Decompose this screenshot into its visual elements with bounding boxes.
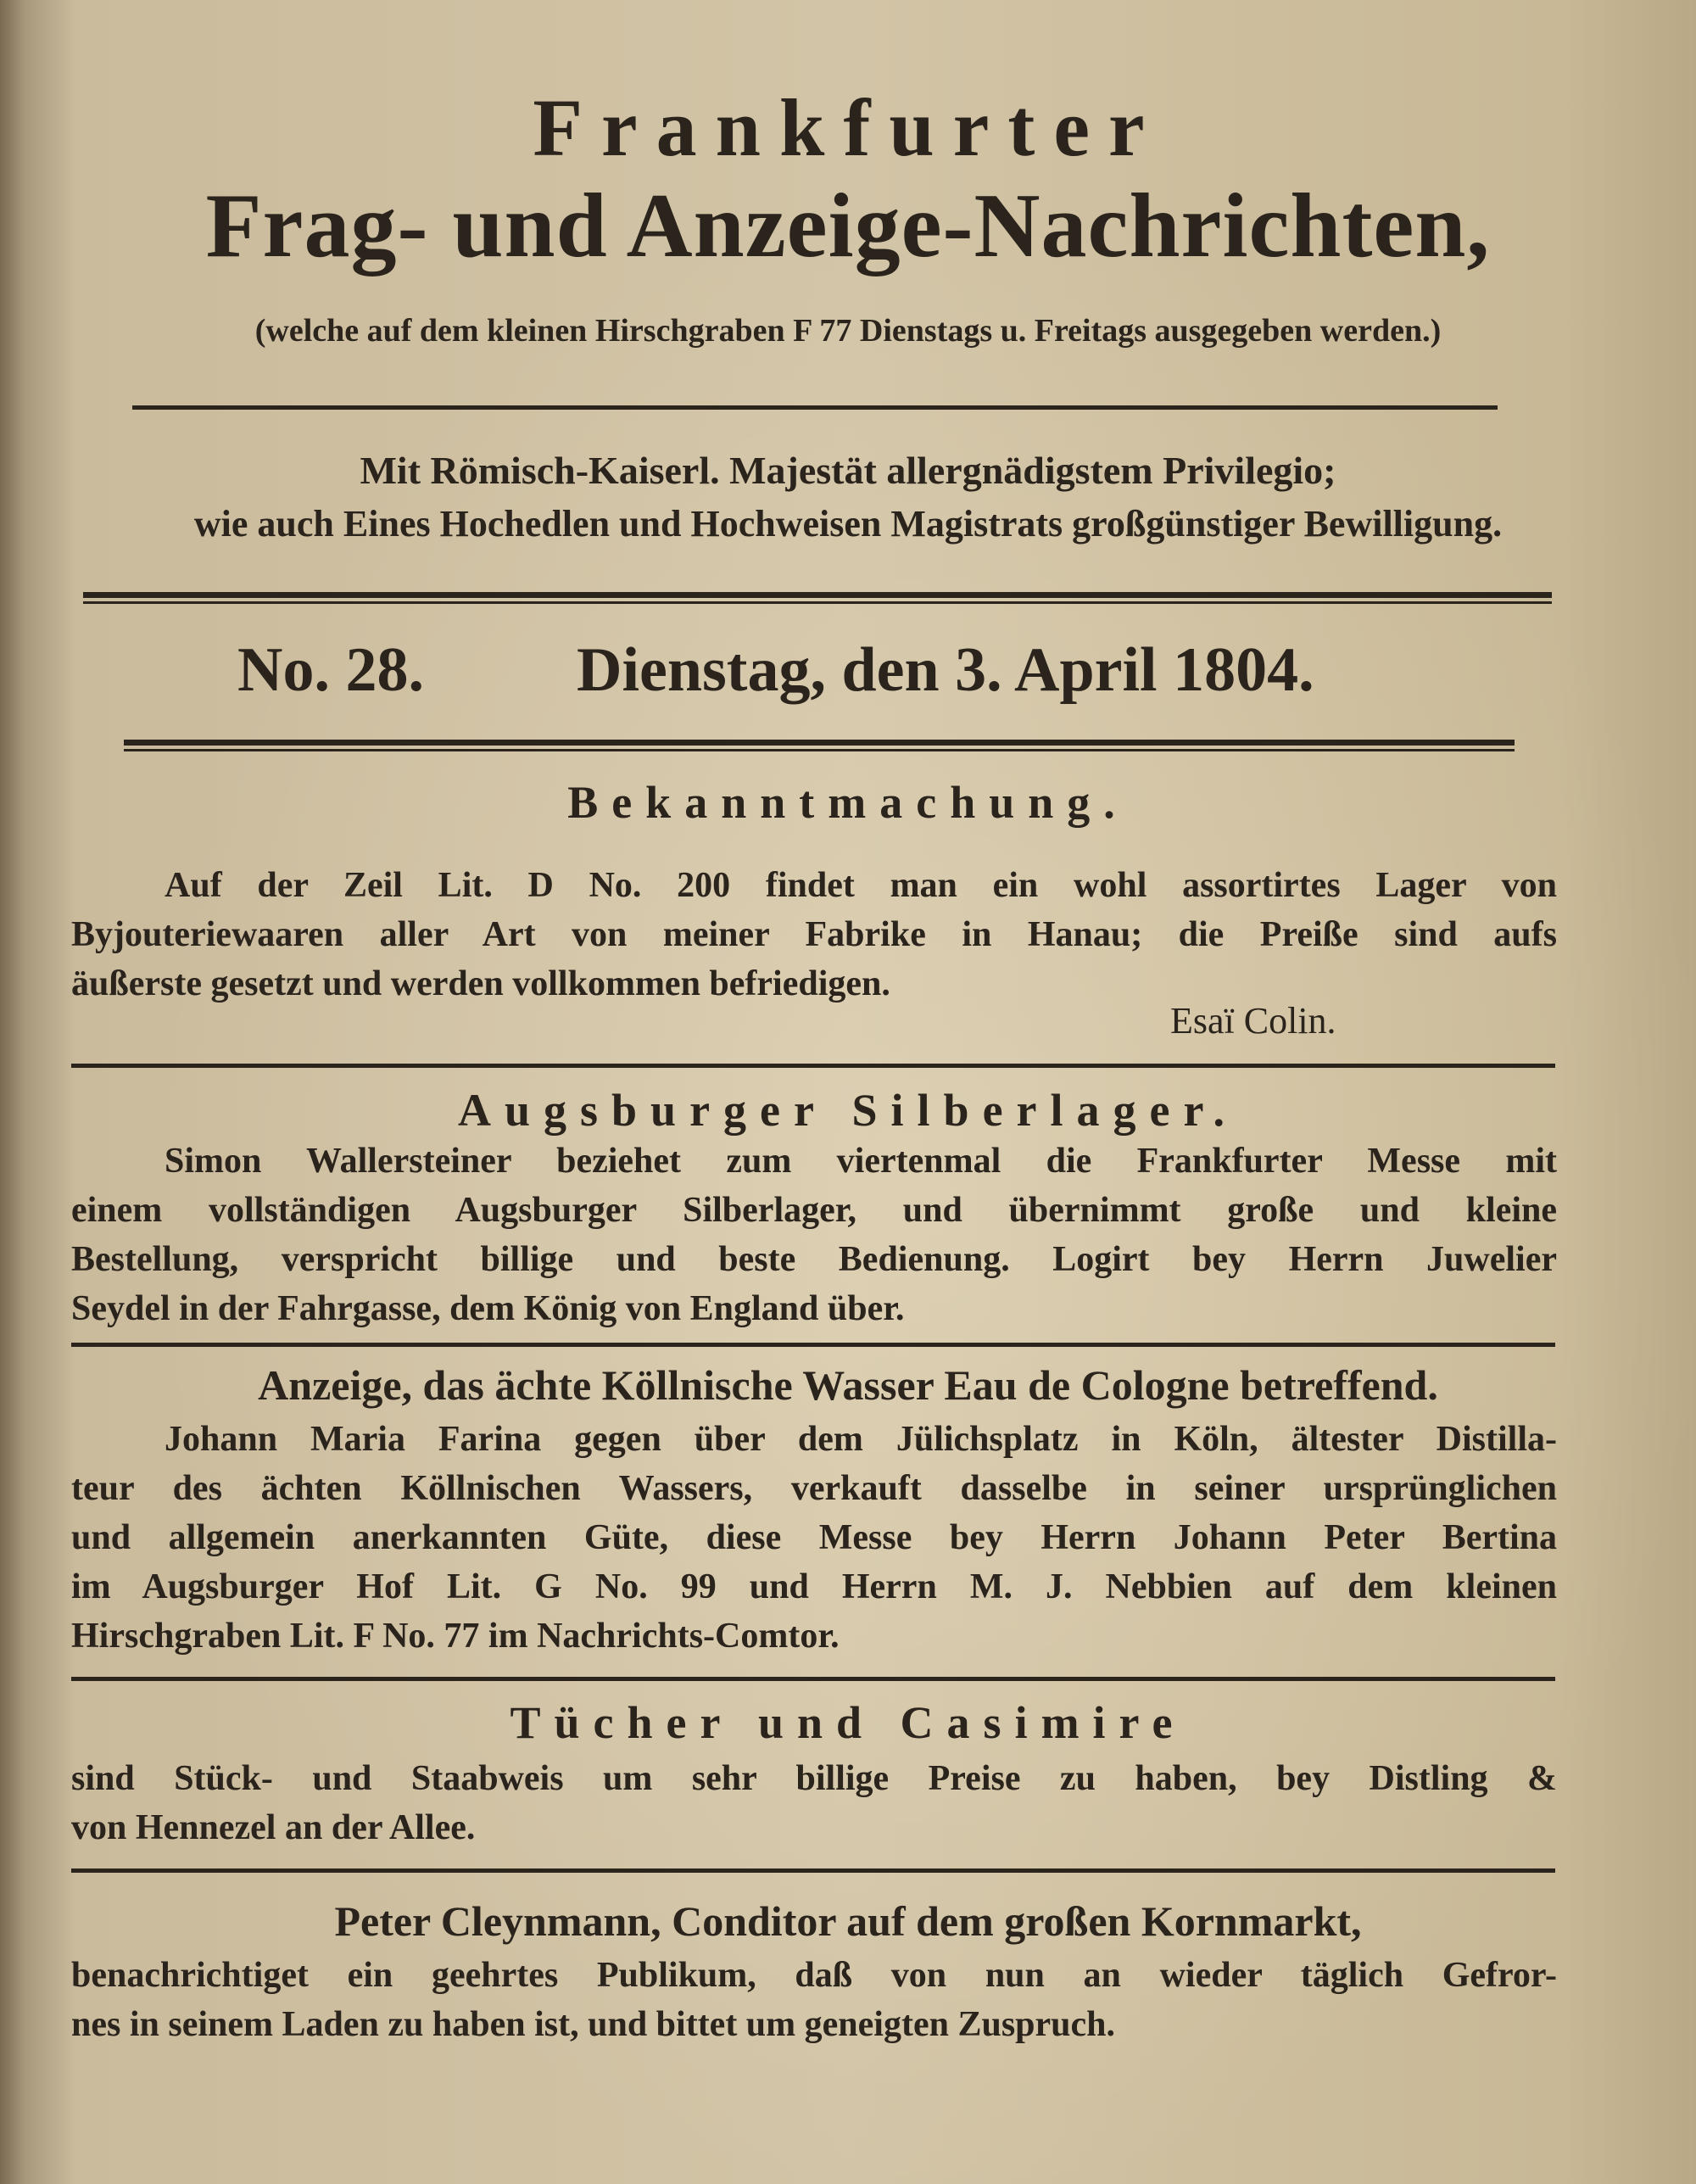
notice-line: Seydel in der Fahrgasse, dem König von England über. — [71, 1289, 905, 1328]
privilege-line1: Mit Römisch-Kaiserl. Majestät allergnädigstem Privilegio; — [360, 449, 1336, 492]
divider — [71, 1868, 1555, 1873]
notice-line: von Hennezel an der Allee. — [71, 1808, 476, 1847]
divider — [71, 1064, 1555, 1068]
issue-number: No. 28. — [237, 635, 424, 705]
notice-heading: Peter Cleynmann, Conditor auf dem großen Kornmarkt, — [334, 1897, 1362, 1945]
notice-line: sind Stück- und Staabweis um sehr billige Preise zu haben, bey Distling & — [71, 1759, 1557, 1798]
notice-body — [71, 861, 1557, 1008]
notice-line: Hirschgraben Lit. F No. 77 im Nachrichts-Comtor. — [71, 1617, 840, 1656]
notice-line: Johann Maria Farina gegen über dem Jülichsplatz in Köln, ältester Distilla- — [165, 1420, 1557, 1459]
notice-line: Auf der Zeil Lit. D No. 200 findet man ein wohl assortirtes Lager von — [165, 866, 1557, 905]
notice-line: Bestellung, verspricht billige und beste Bedienung. Logirt bey Herrn Juwelier — [71, 1240, 1557, 1279]
divider — [132, 405, 1498, 410]
privilege-line2: wie auch Eines Hochedlen und Hochweisen Magistrats großgünstiger Bewilligung. — [193, 503, 1503, 545]
masthead-title-line1: Frankfurter — [533, 82, 1163, 173]
notice-line: Byjouteriewaaren aller Art von meiner Fabrike in Hanau; die Preiße sind aufs — [71, 915, 1557, 954]
notice-body — [71, 1754, 1557, 1852]
notice-body — [71, 1415, 1557, 1661]
notice-heading: Augsburger Silberlager. — [457, 1085, 1239, 1136]
notice-line: teur des ächten Köllnischen Wassers, verkauft dasselbe in seiner ursprünglichen — [71, 1469, 1557, 1508]
notice-line: nes in seinem Laden zu haben ist, und bittet um geneigten Zuspruch. — [71, 2005, 1116, 2044]
notice-signature: Esaï Colin. — [1170, 1000, 1336, 1042]
notice-line: äußerste gesetzt und werden vollkommen befriedigen. — [71, 964, 890, 1003]
notice-heading: Bekanntmachung. — [567, 777, 1129, 828]
notice-line: benachrichtiget ein geehrtes Publikum, daß von nun an wieder täglich Gefror- — [71, 1956, 1557, 1995]
divider — [71, 1343, 1555, 1347]
notice-heading: Anzeige, das ächte Köllnische Wasser Eau de Cologne betreffend. — [258, 1361, 1438, 1409]
notice-line: im Augsburger Hof Lit. G No. 99 und Herrn M. J. Nebbien auf dem kleinen — [71, 1567, 1557, 1606]
notice-body — [71, 1951, 1557, 2049]
notice-line: Simon Wallersteiner beziehet zum viertenmal die Frankfurter Messe mit — [165, 1142, 1557, 1181]
issue-date: Dienstag, den 3. April 1804. — [577, 635, 1314, 705]
notice-body — [71, 1137, 1557, 1333]
notice-heading: Tücher und Casimire — [510, 1697, 1186, 1748]
masthead-title-line2: Frag- und Anzeige-Nachrichten, — [205, 176, 1491, 276]
divider — [71, 1677, 1555, 1681]
double-divider — [124, 740, 1515, 751]
notice-line: einem vollständigen Augsburger Silberlager, und übernimmt große und kleine — [71, 1191, 1557, 1230]
masthead-subtitle: (welche auf dem kleinen Hirschgraben F 77 Dienstags u. Freitags ausgegeben werden.) — [254, 313, 1442, 349]
double-divider — [83, 592, 1552, 604]
notice-line: und allgemein anerkannten Güte, diese Messe bey Herrn Johann Peter Bertina — [71, 1518, 1557, 1557]
